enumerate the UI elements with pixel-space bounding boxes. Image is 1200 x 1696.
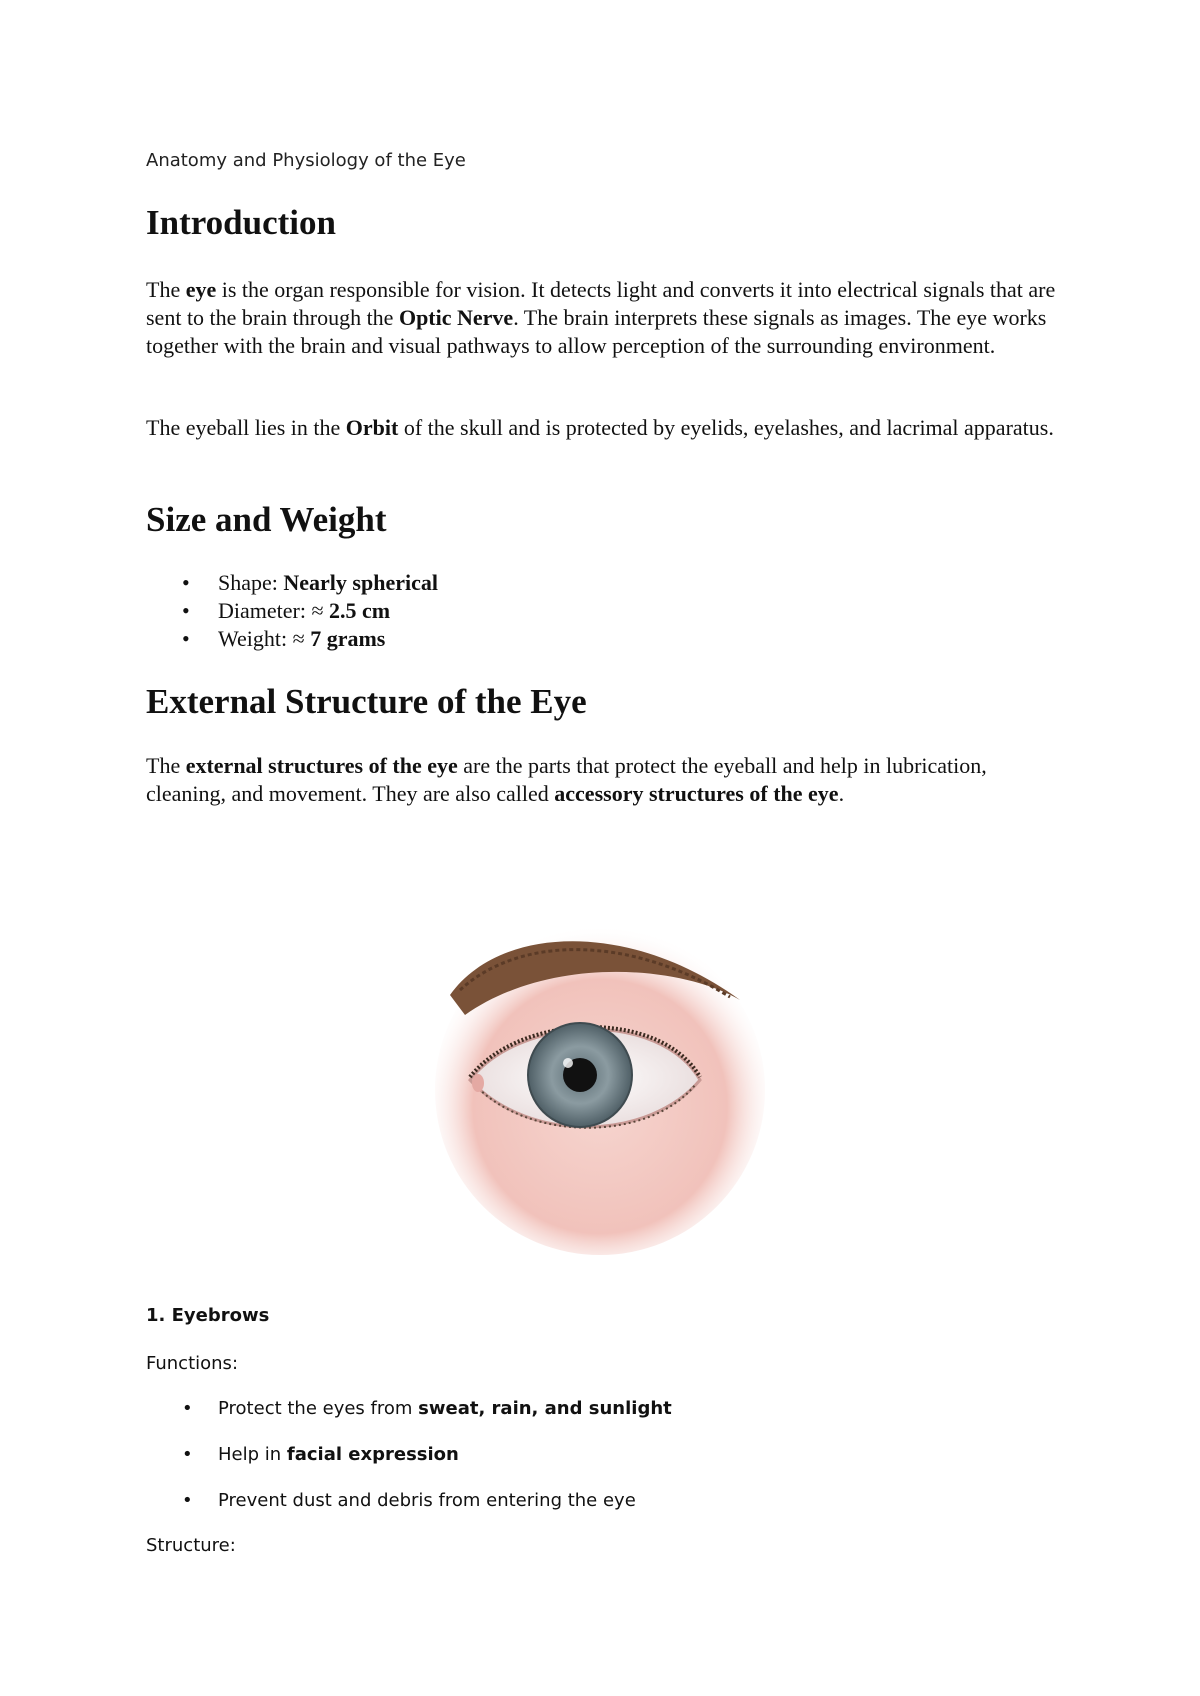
intro-paragraph-2 xyxy=(146,414,1066,442)
intro-paragraph-1 xyxy=(146,276,1066,360)
text-run: The xyxy=(146,277,186,302)
item-value: 2.5 cm xyxy=(329,598,391,623)
text-run: is the organ responsible for vision. It detects light and converts it into electrical signals that are sent to the brain through the xyxy=(146,277,1056,330)
structure-label: Structure: xyxy=(146,1535,236,1556)
bold-term: Orbit xyxy=(345,415,399,440)
list-item xyxy=(146,569,438,597)
text-run: The xyxy=(146,753,186,778)
heading-external-structure: External Structure of the Eye xyxy=(146,682,587,721)
item-value: Nearly spherical xyxy=(283,570,438,595)
eyebrow-functions-list xyxy=(146,1398,672,1536)
list-item xyxy=(146,1398,672,1444)
text-run: are the parts that protect the eyeball and help in lubrication, cleaning, and movement. They are also called xyxy=(146,753,987,806)
item-label: Diameter: ≈ xyxy=(218,598,330,623)
heading-introduction: Introduction xyxy=(146,203,336,242)
list-item xyxy=(146,625,438,653)
bold-term: external structures of the eye xyxy=(185,753,458,778)
size-weight-list xyxy=(146,569,438,653)
heading-size-weight: Size and Weight xyxy=(146,500,387,539)
item-label: Shape: xyxy=(218,570,284,595)
bold-term: sweat, rain, and sunlight xyxy=(418,1398,672,1419)
heading-eyebrows: 1. Eyebrows xyxy=(146,1305,270,1326)
text-run: Help in xyxy=(218,1444,287,1465)
text-run: of the skull and is protected by eyelids, eyelashes, and lacrimal apparatus. xyxy=(398,415,1054,440)
bold-term: Optic Nerve xyxy=(398,305,514,330)
bold-term: accessory structures of the eye xyxy=(554,781,839,806)
list-item xyxy=(146,1444,672,1490)
list-item xyxy=(146,597,438,625)
text-run: Protect the eyes from xyxy=(218,1398,419,1419)
item-label: Weight: ≈ xyxy=(218,626,311,651)
text-run: Prevent dust and debris from entering the eye xyxy=(218,1490,636,1511)
item-value: 7 grams xyxy=(310,626,386,651)
external-paragraph xyxy=(146,752,1066,808)
bold-term: facial expression xyxy=(286,1444,459,1465)
document-title: Anatomy and Physiology of the Eye xyxy=(146,150,466,171)
eye-illustration-icon xyxy=(430,905,780,1255)
bold-term: eye xyxy=(185,277,217,302)
functions-label: Functions: xyxy=(146,1353,239,1374)
text-run: The eyeball lies in the xyxy=(146,415,346,440)
list-item xyxy=(146,1490,672,1536)
text-run: . xyxy=(838,781,845,806)
text-run: . The brain interprets these signals as images. The eye works together with the brain and visual pathways to allow perception of the surrounding environment. xyxy=(146,305,1047,358)
